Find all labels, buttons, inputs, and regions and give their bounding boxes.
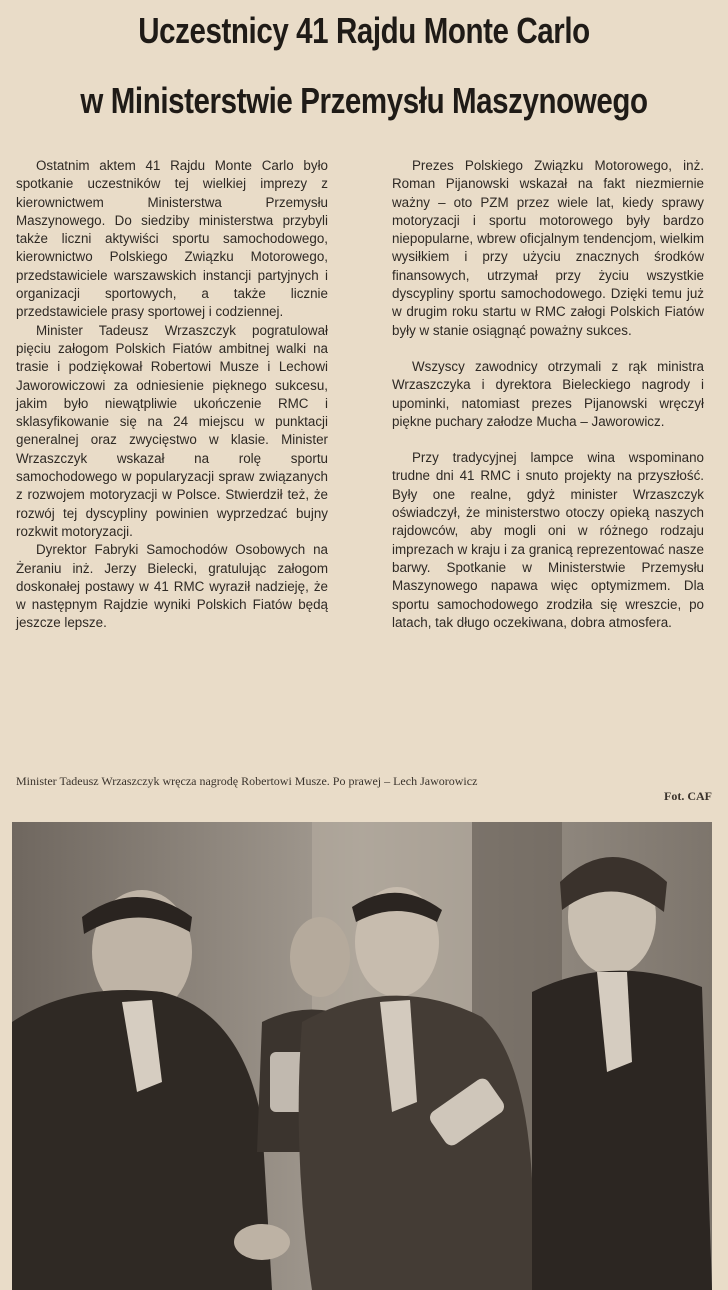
article-left-column [16,157,328,633]
paragraph: Wszyscy zawodnicy otrzymali z rąk ministra Wrzaszczyka i dyrektora Bieleckiego nagrody i upominki, natomiast prezes Pijanowski wręczył piękne puchary załodze Mucha – Jaworowicz. [392,358,704,429]
handshake [234,1224,290,1260]
caption-text: Minister Tadeusz Wrzaszczyk wręcza nagrodę Robertowi Musze. Po prawej – Lech Jaworowicz [16,774,478,788]
headline-line-1: Uczestnicy 41 Rajdu Monte Carlo [138,10,590,51]
article-right-column [392,157,704,632]
paragraph: Minister Tadeusz Wrzaszczyk pogratulował pięciu załogom Polskich Fiatów ambitnej walki na trasie i podziękował Robertowi Musze i Lechowi Jaworowiczowi za odniesienie pięknego sukcesu, jakim było niewątpliwie ukończenie RMC i sklasyfikowanie się na 24 miejscu w punktacji generalnej oraz zwycięstwo w klasie. Minister Wrzaszczyk wskazał na rolę sportu samochodowego w popularyzacji spraw związanych z rozwojem motoryzacji w Polsce. Stwierdził też, że rozwój tej dyscypliny powinien wyprzedzać bujny rozkwit motoryzacji. [16,322,328,539]
headline-line-2: w Ministerstwie Przemysłu Maszynowego [80,80,648,121]
paragraph: Prezes Polskiego Związku Motorowego, inż. Roman Pijanowski wskazał na fakt niezmiernie ważny – oto PZM przez wiele lat, kiedy sprawy motoryzacji i sportu motorowego były bardzo niepopularne, wbrew oficjalnym tendencjom, wielkim wysiłkiem i przy użyciu znacznych środków finansowych, utrzymał przy życiu wszystkie dyscypliny sportu samochodowego. Dzięki temu już w drugim roku startu w RMC załogi Polskich Fiatów były w stanie osiągnąć poważny sukces. [392,158,704,338]
photo-credit: Fot. CAF [664,789,712,803]
news-photo [12,822,712,1290]
photo-illustration [12,822,712,1290]
photo-caption [16,774,712,803]
paragraph: Ostatnim aktem 41 Rajdu Monte Carlo było spotkanie uczestników tej wielkiej imprezy z kierownictwem Ministerstwa Przemysłu Maszynowego. Do siedziby ministerstwa przybyli także liczni aktywiści sportu samochodowego, kierownictwo Polskiego Związku Motorowego, przedstawiciele warszawskich instancji partyjnych i organizacji sportowych, a także licznie przedstawiciele prasy sportowej i codziennej. [16,158,328,320]
paragraph: Przy tradycyjnej lampce wina wspominano trudne dni 41 RMC i snuto projekty na przyszłość. Były one realne, gdyż minister Wrzaszczyk oświadczył, że ministerstwo otoczy opieką naszych rajdowców, aby mogli oni w różnego rodzaju imprezach w kraju i za granicą reprezentować nasze barwy. Spotkanie w Ministerstwie Przemysłu Maszynowego napawa więc optymizmem. Dla sportu samochodowego zrodziła się wreszcie, po latach, tak długo oczekiwana, dobra atmosfera. [392,450,704,630]
paragraph: Dyrektor Fabryki Samochodów Osobowych na Żeraniu inż. Jerzy Bielecki, gratulując załogom doskonałej postawy w 41 RMC wyraził nadzieję, że w następnym Rajdzie wyniki Polskich Fiatów będą jeszcze lepsze. [16,542,328,631]
